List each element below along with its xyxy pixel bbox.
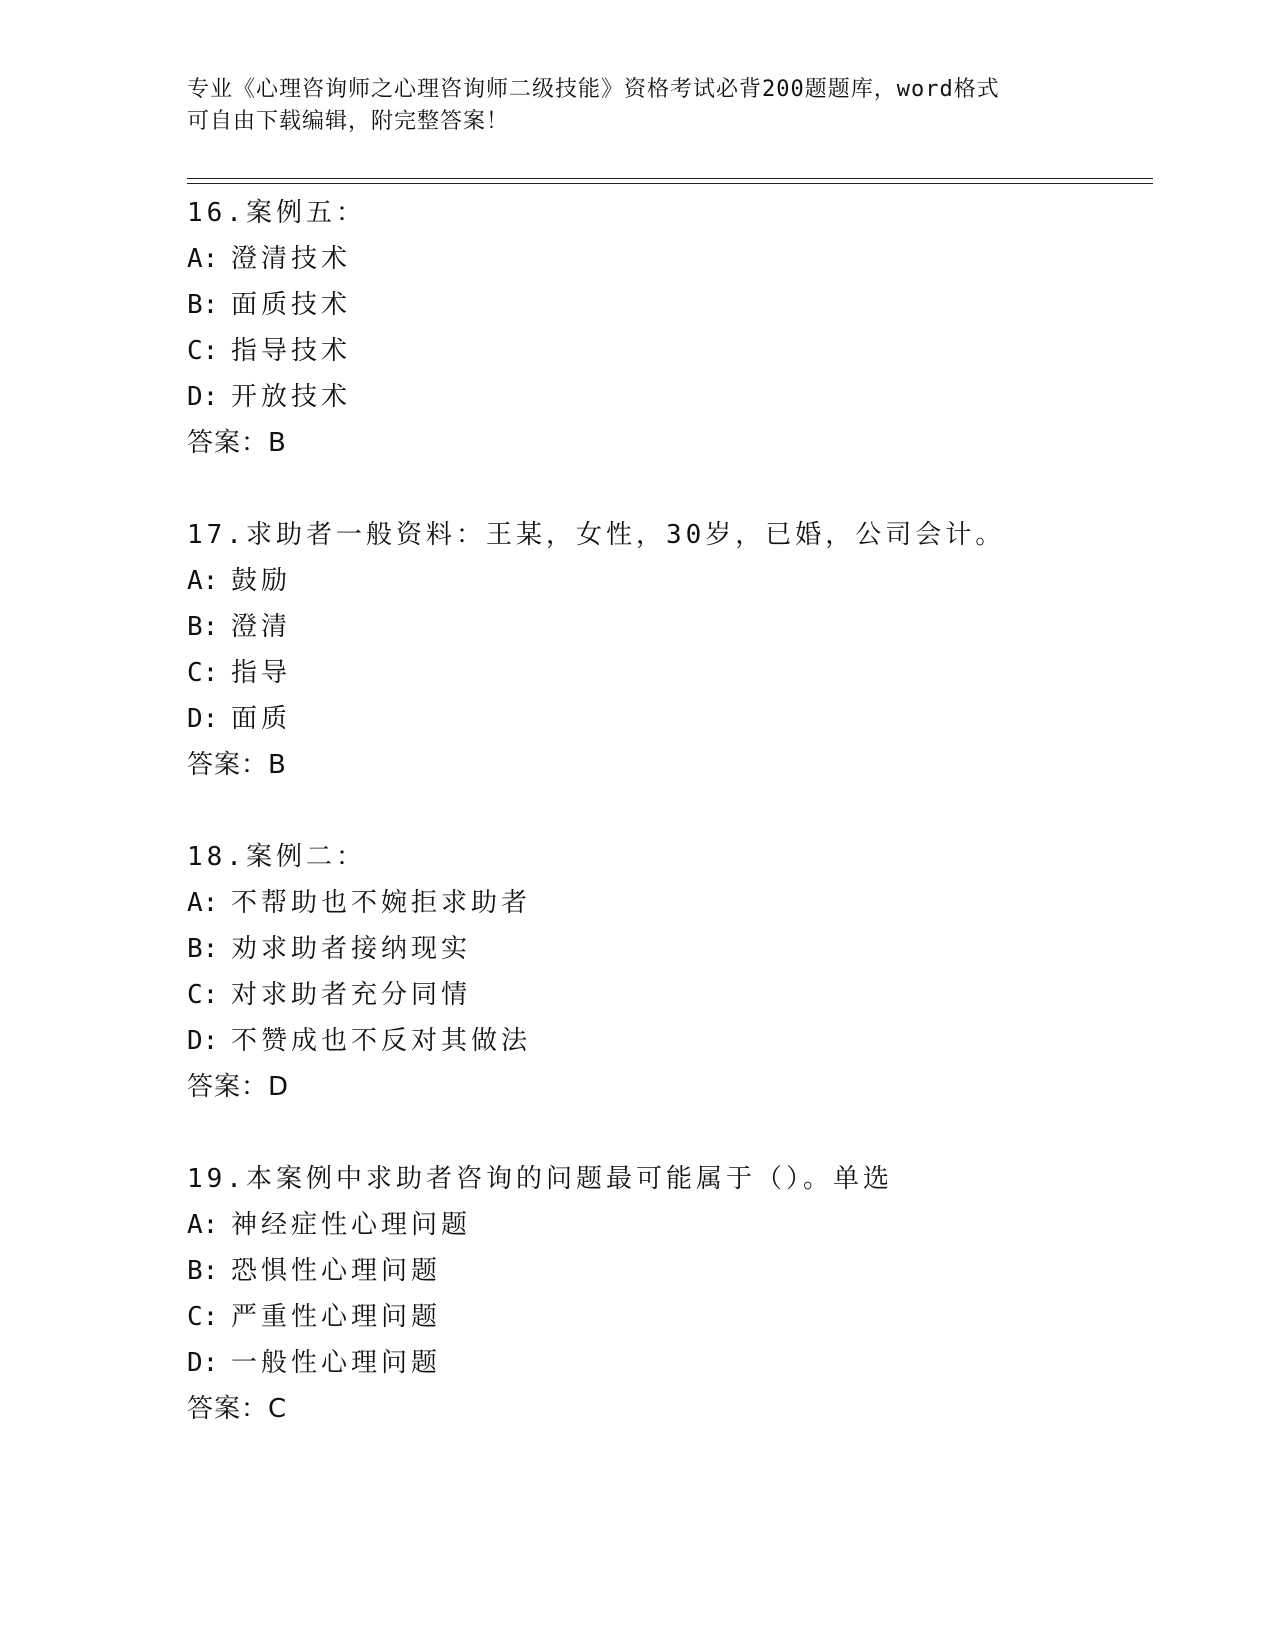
- option-letter: D:: [187, 704, 219, 734]
- question-17: [187, 512, 1147, 788]
- option-text: 鼓励: [231, 566, 292, 596]
- option-text: 面质技术: [231, 290, 352, 320]
- option-d: [187, 374, 1147, 420]
- option-letter: C:: [187, 336, 219, 366]
- option-c: [187, 1294, 1147, 1340]
- header-divider-bottom: [187, 183, 1153, 184]
- option-text: 开放技术: [231, 382, 352, 412]
- answer-line: 答案：D: [187, 1072, 290, 1102]
- option-text: 指导: [231, 658, 292, 688]
- option-letter: B:: [187, 1256, 219, 1286]
- answer-line: 答案：C: [187, 1394, 288, 1424]
- option-b: [187, 604, 1147, 650]
- question-title: 18.案例二：: [187, 842, 366, 872]
- question-title: 16.案例五：: [187, 198, 366, 228]
- option-letter: C:: [187, 658, 219, 688]
- option-letter: A:: [187, 1210, 219, 1240]
- header-line-2: 可自由下载编辑，附完整答案！: [187, 109, 510, 134]
- document-header: [187, 74, 1087, 138]
- option-a: [187, 236, 1147, 282]
- option-text: 严重性心理问题: [231, 1302, 442, 1332]
- option-d: [187, 696, 1147, 742]
- option-letter: A:: [187, 244, 219, 274]
- option-text: 澄清: [231, 612, 292, 642]
- option-a: [187, 880, 1147, 926]
- option-text: 面质: [231, 704, 292, 734]
- question-title: 17.求助者一般资料：王某，女性，30岁，已婚，公司会计。: [187, 520, 1006, 550]
- option-d: [187, 1340, 1147, 1386]
- option-text: 恐惧性心理问题: [231, 1256, 442, 1286]
- answer-line: 答案：B: [187, 428, 287, 458]
- option-c: [187, 650, 1147, 696]
- option-d: [187, 1018, 1147, 1064]
- option-letter: D:: [187, 382, 219, 412]
- option-text: 对求助者充分同情: [231, 980, 472, 1010]
- option-text: 神经症性心理问题: [231, 1210, 472, 1240]
- option-c: [187, 328, 1147, 374]
- option-text: 劝求助者接纳现实: [231, 934, 472, 964]
- answer-line: 答案：B: [187, 750, 287, 780]
- option-b: [187, 282, 1147, 328]
- option-letter: B:: [187, 612, 219, 642]
- question-18: [187, 834, 1147, 1110]
- header-divider-top: [187, 178, 1153, 179]
- option-a: [187, 1202, 1147, 1248]
- option-letter: D:: [187, 1348, 219, 1378]
- option-c: [187, 972, 1147, 1018]
- option-letter: D:: [187, 1026, 219, 1056]
- option-b: [187, 926, 1147, 972]
- option-letter: A:: [187, 566, 219, 596]
- option-text: 一般性心理问题: [231, 1348, 442, 1378]
- option-letter: C:: [187, 1302, 219, 1332]
- option-letter: B:: [187, 934, 219, 964]
- option-text: 澄清技术: [231, 244, 352, 274]
- option-text: 指导技术: [231, 336, 352, 366]
- question-list: [187, 190, 1147, 1478]
- option-b: [187, 1248, 1147, 1294]
- question-title: 19.本案例中求助者咨询的问题最可能属于（）。单选: [187, 1164, 893, 1194]
- option-a: [187, 558, 1147, 604]
- option-letter: C:: [187, 980, 219, 1010]
- header-line-1: 专业《心理咨询师之心理咨询师二级技能》资格考试必背200题题库，word格式: [187, 77, 1000, 102]
- option-letter: A:: [187, 888, 219, 918]
- question-19: [187, 1156, 1147, 1432]
- question-16: [187, 190, 1147, 466]
- option-text: 不赞成也不反对其做法: [231, 1026, 532, 1056]
- option-text: 不帮助也不婉拒求助者: [231, 888, 532, 918]
- option-letter: B:: [187, 290, 219, 320]
